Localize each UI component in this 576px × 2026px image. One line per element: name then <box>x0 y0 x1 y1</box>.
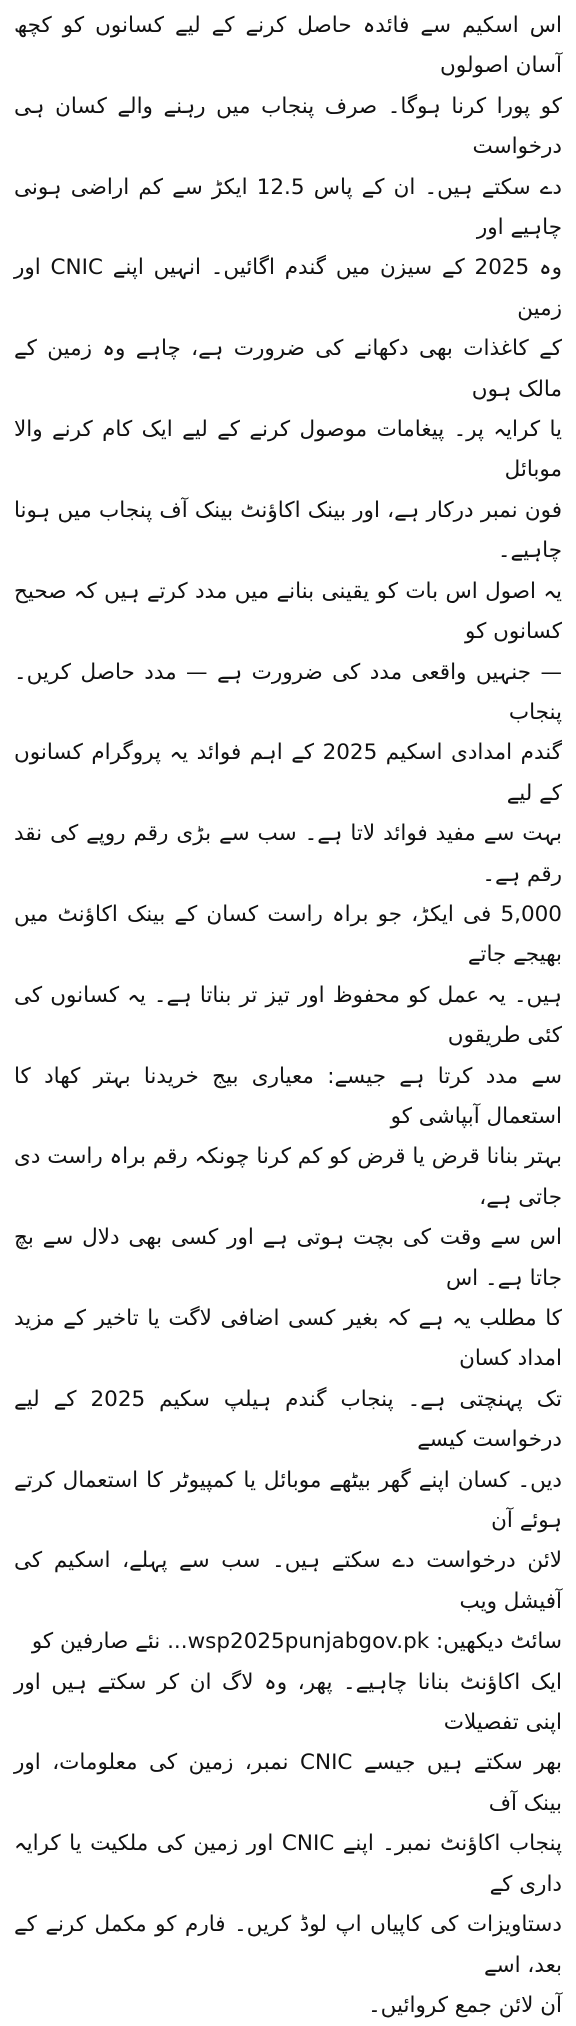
text-line: وہ 2025 کے سیزن میں گندم اگائیں۔ انہیں اپنے CNIC اور زمین <box>14 255 562 321</box>
text-line: ہیں۔ یہ عمل کو محفوظ اور تیز تر بناتا ہے۔ یہ کسانوں کی کئی طریقوں <box>14 982 562 1049</box>
text-line: اس اسکیم سے فائدہ حاصل کرنے کے لیے کسانوں کو کچھ آسان اصولوں <box>14 13 562 79</box>
text-line: دیں۔ کسان اپنے گھر بیٹھے موبائل یا کمپیوٹر کا استعمال کرتے ہوئے آن <box>14 1467 562 1534</box>
text-line: آن لائن جمع کروائیں۔ <box>368 1992 562 2018</box>
text-line: سے مدد کرتا ہے جیسے: معیاری بیج خریدنا بہتر کھاد کا استعمال آبپاشی کو <box>14 1063 562 1129</box>
text-line: یہ اصول اس بات کو یقینی بنانے میں مدد کرتے ہیں کہ صحیح کسانوں کو <box>14 578 562 645</box>
text-line: دے سکتے ہیں۔ ان کے پاس 12.5 ایکڑ سے کم اراضی ہونی چاہیے اور <box>14 174 562 241</box>
text-line: کو پورا کرنا ہوگا۔ صرف پنجاب میں رہنے والے کسان ہی درخواست <box>14 93 562 160</box>
text-line: سائٹ دیکھیں: wsp2025punjabgov.pk... نئے صارفین کو <box>31 1629 562 1655</box>
text-line: ایک اکاؤنٹ بنانا چاہیے۔ پھر، وہ لاگ ان کر سکتے ہیں اور اپنی تفصیلات <box>14 1669 562 1736</box>
text-line: پنجاب اکاؤنٹ نمبر۔ اپنے CNIC اور زمین کی ملکیت یا کرایہ داری کے <box>14 1831 563 1897</box>
text-line: تک پہنچتی ہے۔ پنجاب گندم ہیلپ سکیم 2025 کے لیے درخواست کیسے <box>14 1386 562 1453</box>
text-line: یا کرایہ پر۔ پیغامات موصول کرنے کے لیے ایک کام کرنے والا موبائل <box>14 417 562 483</box>
text-line: لائن درخواست دے سکتے ہیں۔ سب سے پہلے، اسکیم کی آفیشل ویب <box>14 1548 562 1614</box>
text-line: فون نمبر درکار ہے، اور بینک اکاؤنٹ بینک آف پنجاب میں ہونا چاہیے۔ <box>14 497 562 564</box>
text-line: بہت سے مفید فوائد لاتا ہے۔ سب سے بڑی رقم روپے کی نقد رقم ہے۔ <box>14 821 562 887</box>
text-line: اس سے وقت کی بچت ہوتی ہے اور کسی بھی دلال سے بچ جاتا ہے۔ اس <box>14 1225 562 1291</box>
text-line: 5,000 فی ایکڑ، جو براہ راست کسان کے بینک اکاؤنٹ میں بھیجے جاتے <box>14 901 562 968</box>
text-line: کا مطلب یہ ہے کہ بغیر کسی اضافی لاگت یا تاخیر کے مزید امداد کسان <box>14 1306 562 1372</box>
text-line: — جنہیں واقعی مدد کی ضرورت ہے — مدد حاصل کریں۔ پنجاب <box>14 659 562 725</box>
text-line: دستاویزات کی کاپیاں اپ لوڈ کریں۔ فارم کو مکمل کرنے کے بعد، اسے <box>14 1912 562 1978</box>
text-line: بھر سکتے ہیں جیسے CNIC نمبر، زمین کی معلومات، اور بینک آف <box>14 1750 562 1816</box>
text-line: بہتر بنانا قرض یا قرض کو کم کرنا چونکہ رقم براہ راست دی جاتی ہے، <box>14 1144 562 1210</box>
text-line: گندم امدادی اسکیم 2025 کے اہم فوائد یہ پروگرام کسانوں کے لیے <box>14 740 562 806</box>
text-line: کے کاغذات بھی دکھانے کی ضرورت ہے، چاہے وہ زمین کے مالک ہوں <box>14 336 562 402</box>
article-body <box>14 6 562 2026</box>
